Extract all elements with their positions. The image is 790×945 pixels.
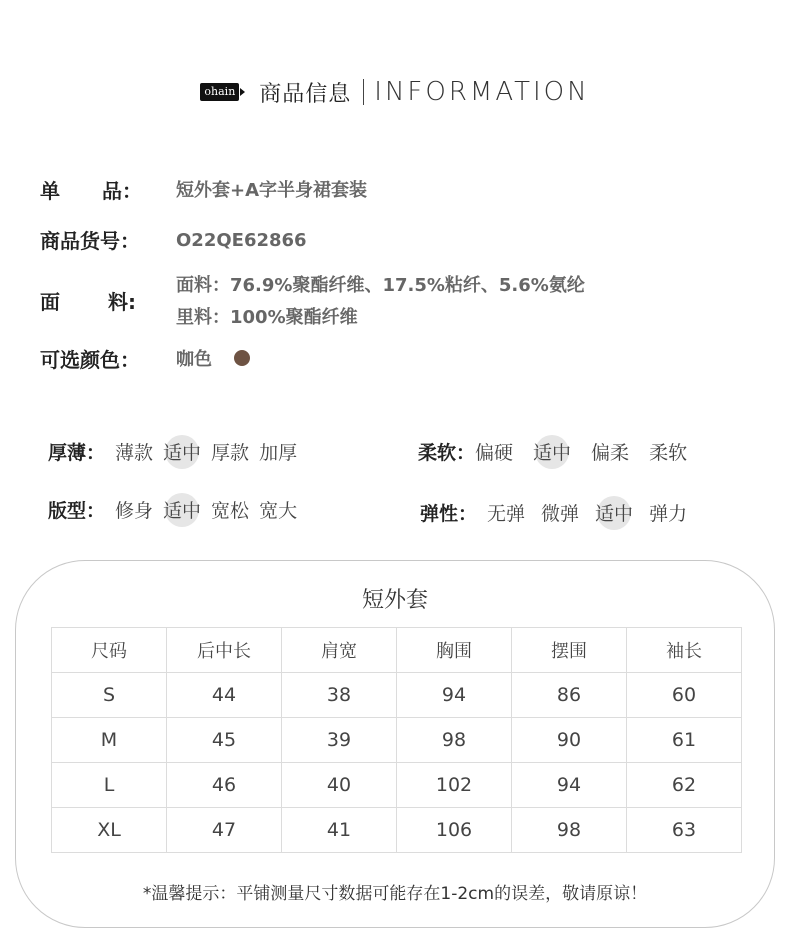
info-label-fabric-a: 面 — [40, 290, 60, 314]
info-label-color: 可选颜色： — [40, 348, 140, 372]
size-table-header-row — [52, 628, 742, 673]
attr-stretch-option: 弹力 — [649, 503, 688, 525]
attr-thickness-option: 厚款 — [211, 442, 250, 464]
attr-stretch-option: 无弹 — [487, 503, 526, 525]
attr-softness-option: 偏柔 — [591, 442, 630, 464]
color-name: 咖色 — [176, 349, 212, 370]
attr-fit-option: 宽大 — [259, 500, 298, 522]
section-header — [0, 72, 790, 112]
fabric-line-lining: 里料：100%聚酯纤维 — [176, 307, 358, 328]
attr-thickness-option: 薄款 — [115, 442, 154, 464]
color-swatch[interactable] — [234, 350, 250, 366]
header-divider — [363, 79, 364, 105]
attr-stretch-option-selected: 适中 — [595, 499, 633, 526]
info-label-item-a: 单 — [40, 179, 60, 203]
attr-stretch — [420, 499, 703, 526]
table-cell: 60 — [627, 673, 742, 718]
attr-softness-option: 偏硬 — [475, 442, 514, 464]
attr-stretch-option: 微弹 — [541, 503, 580, 525]
size-table-header: 袖长 — [627, 628, 742, 673]
header-title-cn: 商品信息 — [259, 81, 352, 107]
info-row-item — [40, 175, 367, 207]
info-label-fabric — [40, 270, 176, 334]
size-chart-title: 短外套 — [361, 588, 428, 613]
size-chart-card — [15, 560, 775, 928]
table-cell: 102 — [397, 763, 512, 808]
info-row-fabric — [40, 270, 585, 334]
header-title-en: INFORMATION — [374, 77, 590, 107]
attr-fit-option-selected: 适中 — [163, 496, 201, 523]
info-row-sku — [40, 225, 307, 257]
info-value-item: 短外套+A字半身裙套装 — [176, 180, 368, 201]
table-cell: XL — [52, 808, 167, 853]
attr-softness-option: 柔软 — [649, 442, 688, 464]
brand-arrow-icon — [240, 88, 245, 96]
size-table — [51, 627, 742, 853]
table-row — [52, 808, 742, 853]
table-cell: 62 — [627, 763, 742, 808]
info-value-sku: O22QE62866 — [176, 230, 307, 251]
table-cell: 38 — [282, 673, 397, 718]
size-table-header: 尺码 — [52, 628, 167, 673]
info-value-fabric — [176, 270, 585, 334]
attr-softness-option-selected: 适中 — [533, 438, 571, 465]
table-cell: 90 — [512, 718, 627, 763]
table-row — [52, 718, 742, 763]
attr-fit-option: 修身 — [115, 500, 154, 522]
table-cell: 41 — [282, 808, 397, 853]
attr-softness-label: 柔软： — [418, 442, 476, 464]
table-cell: 106 — [397, 808, 512, 853]
size-table-header: 摆围 — [512, 628, 627, 673]
table-cell: 63 — [627, 808, 742, 853]
table-cell: L — [52, 763, 167, 808]
brand-logo-text: ohain — [200, 83, 239, 101]
info-label-sku: 商品货号： — [40, 229, 140, 253]
size-table-header: 肩宽 — [282, 628, 397, 673]
attr-thickness-option-selected: 适中 — [163, 438, 201, 465]
info-label-item — [40, 175, 176, 207]
size-table-header: 胸围 — [397, 628, 512, 673]
attr-fit — [48, 496, 307, 523]
table-cell: 46 — [167, 763, 282, 808]
attr-thickness — [48, 438, 307, 465]
table-cell: M — [52, 718, 167, 763]
table-cell: 98 — [512, 808, 627, 853]
attr-softness — [418, 438, 707, 465]
table-row — [52, 673, 742, 718]
fabric-line-outer: 面料：76.9%聚酯纤维、17.5%粘纤、5.6%氨纶 — [176, 275, 585, 296]
attr-stretch-label: 弹性： — [420, 503, 478, 525]
table-cell: 39 — [282, 718, 397, 763]
attr-thickness-label: 厚薄： — [48, 442, 106, 464]
table-cell: S — [52, 673, 167, 718]
table-cell: 94 — [397, 673, 512, 718]
table-cell: 61 — [627, 718, 742, 763]
size-chart-note: *温馨提示：平铺测量尺寸数据可能存在1-2cm的误差，敬请原谅！ — [142, 884, 648, 904]
table-cell: 40 — [282, 763, 397, 808]
table-row — [52, 763, 742, 808]
table-cell: 98 — [397, 718, 512, 763]
info-label-item-b: 品： — [102, 179, 142, 203]
brand-logo — [200, 83, 245, 101]
table-cell: 44 — [167, 673, 282, 718]
attr-fit-option: 宽松 — [211, 500, 250, 522]
table-cell: 94 — [512, 763, 627, 808]
table-cell: 86 — [512, 673, 627, 718]
info-row-color — [40, 344, 250, 376]
attr-thickness-option: 加厚 — [259, 442, 298, 464]
table-cell: 47 — [167, 808, 282, 853]
info-value-color — [176, 344, 250, 376]
info-label-fabric-b: 料: — [108, 290, 136, 314]
attr-fit-label: 版型： — [48, 500, 106, 522]
size-table-header: 后中长 — [167, 628, 282, 673]
table-cell: 45 — [167, 718, 282, 763]
